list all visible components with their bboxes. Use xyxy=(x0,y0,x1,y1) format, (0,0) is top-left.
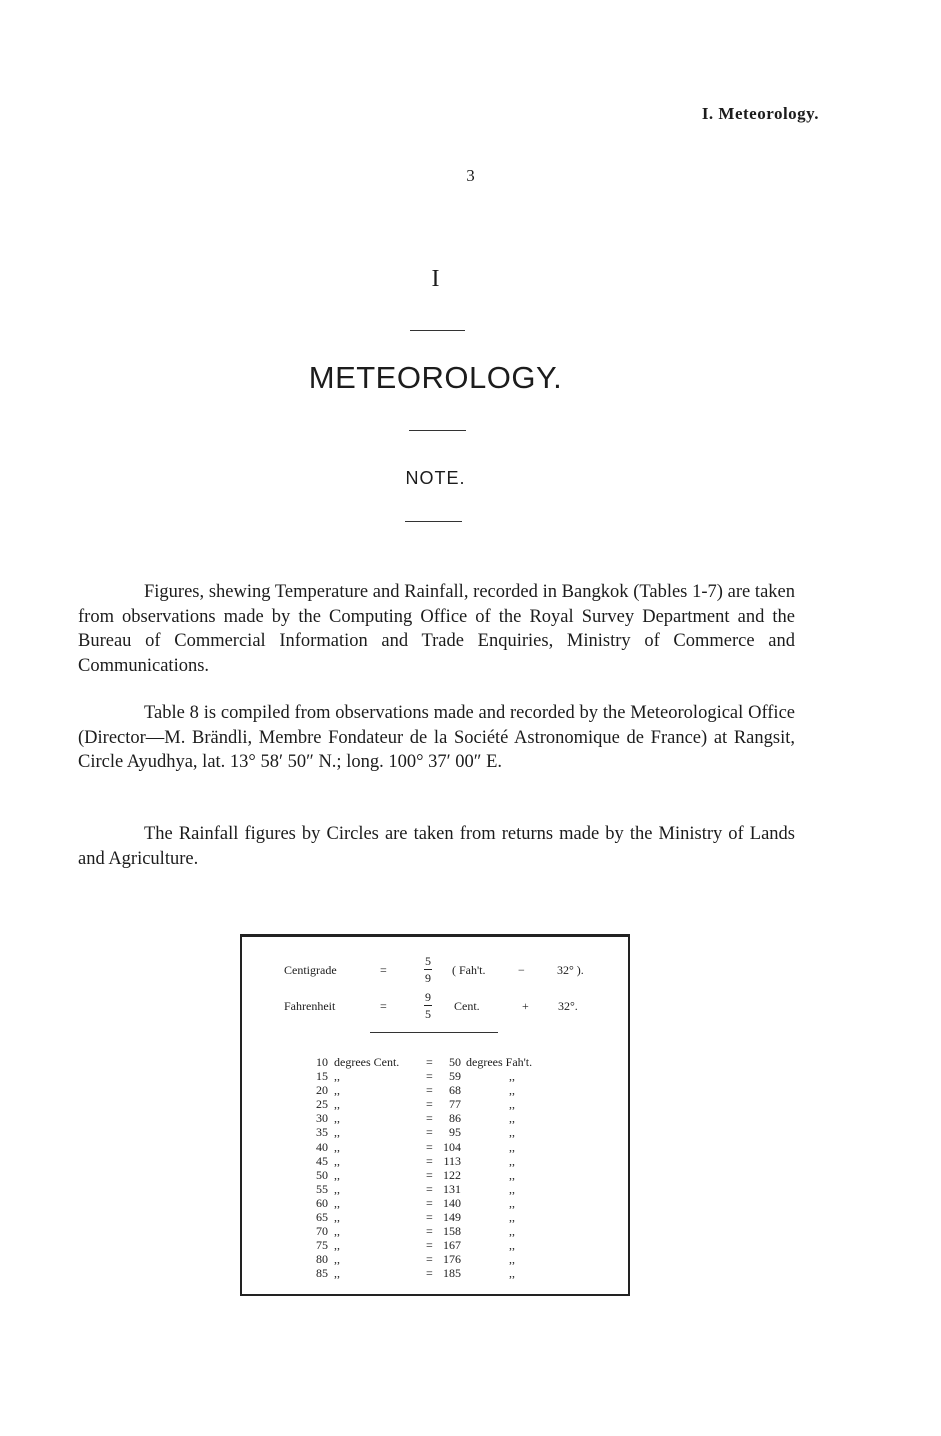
formula-term: Cent. xyxy=(454,999,480,1013)
equals-sign: = xyxy=(426,1210,433,1225)
chapter-title: METEOROLOGY. xyxy=(308,360,563,395)
formula-lhs: Centigrade xyxy=(284,963,337,977)
equals-sign: = xyxy=(426,1083,433,1098)
formula-lhs: Fahrenheit xyxy=(284,999,336,1013)
formula-operator: − xyxy=(518,963,525,977)
ditto-mark: ,, xyxy=(509,1097,515,1112)
ditto-mark: ,, xyxy=(509,1083,515,1098)
ditto-mark: ,, xyxy=(509,1111,515,1126)
chapter-numeral: I xyxy=(431,266,440,292)
ditto-mark: ,, xyxy=(334,1210,340,1225)
equals-sign: = xyxy=(426,1055,433,1069)
fraction-bar xyxy=(424,969,432,970)
ditto-mark: ,, xyxy=(334,1083,340,1098)
equals-sign: = xyxy=(426,1181,433,1196)
paragraph-rainfall: The Rainfall figures by Circles are taken from returns made by the Ministry of Lands and Agriculture. xyxy=(78,824,795,869)
equals-sign: = xyxy=(426,1252,433,1267)
formula-term: ( Fah't. xyxy=(452,963,486,977)
fahrenheit-value: 50 xyxy=(449,1055,461,1069)
ditto-mark: ,, xyxy=(509,1195,515,1210)
fahrenheit-value: 77 xyxy=(449,1097,461,1112)
formula-fraction xyxy=(421,954,435,985)
formula-constant: 32° ). xyxy=(557,963,584,977)
equals-sign: = xyxy=(426,1139,433,1154)
fraction-numerator: 5 xyxy=(425,954,431,968)
ditto-mark: ,, xyxy=(334,1195,340,1210)
note-heading: NOTE. xyxy=(405,468,466,488)
ditto-mark: ,, xyxy=(509,1252,515,1267)
paragraph-table8: Table 8 is compiled from observations made and recorded by the Meteorological Office (Director—M. Brändli, Membre Fondateur de la Société Astronomique de France) at Rangsit, Circle Ayudhya, lat. 13° 58′ 50″ N.; long. 100° 37′ 00″ E. xyxy=(78,703,795,772)
centigrade-value: 45 xyxy=(316,1153,328,1168)
page-number: 3 xyxy=(466,166,475,185)
fahrenheit-value: 95 xyxy=(449,1125,461,1140)
centigrade-value: 20 xyxy=(316,1083,328,1098)
formula-eq: = xyxy=(380,999,387,1013)
fraction-numerator: 9 xyxy=(425,990,431,1004)
ditto-mark: ,, xyxy=(509,1069,515,1084)
centigrade-value: 50 xyxy=(316,1167,328,1182)
ditto-mark: ,, xyxy=(509,1167,515,1182)
equals-sign: = xyxy=(426,1069,433,1084)
equals-sign: = xyxy=(426,1097,433,1112)
fahrenheit-label: degrees Fah't. xyxy=(466,1055,533,1069)
equals-sign: = xyxy=(426,1125,433,1140)
equals-sign: = xyxy=(426,1167,433,1182)
equals-sign: = xyxy=(426,1111,433,1126)
divider xyxy=(405,521,462,522)
divider xyxy=(410,330,465,331)
fraction-denominator: 9 xyxy=(425,971,431,985)
divider xyxy=(409,430,466,431)
fahrenheit-value: 104 xyxy=(443,1139,461,1154)
equals-sign: = xyxy=(426,1238,433,1253)
fahrenheit-value: 86 xyxy=(449,1111,461,1126)
ditto-mark: ,, xyxy=(334,1238,340,1253)
ditto-mark: ,, xyxy=(509,1153,515,1168)
divider xyxy=(370,1032,498,1033)
formula-operator: + xyxy=(522,999,529,1013)
conversion-table xyxy=(240,934,630,1296)
centigrade-value: 55 xyxy=(316,1181,328,1196)
centigrade-value: 15 xyxy=(316,1069,328,1084)
fahrenheit-value: 167 xyxy=(443,1238,461,1253)
centigrade-value: 25 xyxy=(316,1097,328,1112)
centigrade-value: 85 xyxy=(316,1266,328,1281)
fahrenheit-value: 149 xyxy=(443,1210,461,1225)
centigrade-value: 35 xyxy=(316,1125,328,1140)
ditto-mark: ,, xyxy=(334,1069,340,1084)
equals-sign: = xyxy=(426,1153,433,1168)
ditto-mark: ,, xyxy=(334,1167,340,1182)
centigrade-value: 65 xyxy=(316,1210,328,1225)
centigrade-value: 75 xyxy=(316,1238,328,1253)
fahrenheit-value: 68 xyxy=(449,1083,461,1098)
ditto-mark: ,, xyxy=(509,1125,515,1140)
ditto-mark: ,, xyxy=(509,1266,515,1281)
equals-sign: = xyxy=(426,1224,433,1239)
fahrenheit-value: 185 xyxy=(443,1266,461,1281)
fraction-denominator: 5 xyxy=(425,1007,431,1021)
centigrade-value: 70 xyxy=(316,1224,328,1239)
ditto-mark: ,, xyxy=(334,1181,340,1196)
centigrade-value: 10 xyxy=(316,1055,328,1069)
ditto-mark: ,, xyxy=(509,1139,515,1154)
ditto-mark: ,, xyxy=(509,1224,515,1239)
ditto-mark: ,, xyxy=(334,1097,340,1112)
ditto-mark: ,, xyxy=(334,1125,340,1140)
centigrade-value: 40 xyxy=(316,1139,328,1154)
ditto-mark: ,, xyxy=(509,1238,515,1253)
fahrenheit-value: 131 xyxy=(443,1181,461,1196)
fahrenheit-value: 158 xyxy=(443,1224,461,1239)
equals-sign: = xyxy=(426,1195,433,1210)
ditto-mark: ,, xyxy=(334,1111,340,1126)
fahrenheit-value: 59 xyxy=(449,1069,461,1084)
ditto-mark: ,, xyxy=(334,1252,340,1267)
ditto-mark: ,, xyxy=(334,1224,340,1239)
centigrade-value: 60 xyxy=(316,1195,328,1210)
ditto-mark: ,, xyxy=(334,1139,340,1154)
fahrenheit-value: 140 xyxy=(443,1195,461,1210)
fahrenheit-value: 122 xyxy=(443,1167,461,1182)
centigrade-value: 30 xyxy=(316,1111,328,1126)
paragraph-sources: Figures, shewing Temperature and Rainfall, recorded in Bangkok (Tables 1-7) are taken from observations made by the Computing Office of the Royal Survey Department and the Bureau of Commercial Information and Trade Enquiries, Ministry of Commerce and Communications. xyxy=(78,582,795,676)
running-head: I. Meteorology. xyxy=(701,104,819,123)
fahrenheit-value: 176 xyxy=(443,1252,461,1267)
fraction-bar xyxy=(424,1005,432,1006)
ditto-mark: ,, xyxy=(509,1210,515,1225)
fahrenheit-value: 113 xyxy=(443,1153,461,1168)
ditto-mark: ,, xyxy=(334,1266,340,1281)
equals-sign: = xyxy=(426,1266,433,1281)
centigrade-value: 80 xyxy=(316,1252,328,1267)
ditto-mark: ,, xyxy=(509,1181,515,1196)
ditto-mark: ,, xyxy=(334,1153,340,1168)
formula-fraction xyxy=(421,990,435,1021)
centigrade-label: degrees Cent. xyxy=(334,1055,400,1069)
formula-constant: 32°. xyxy=(558,999,578,1013)
formula-eq: = xyxy=(380,963,387,977)
